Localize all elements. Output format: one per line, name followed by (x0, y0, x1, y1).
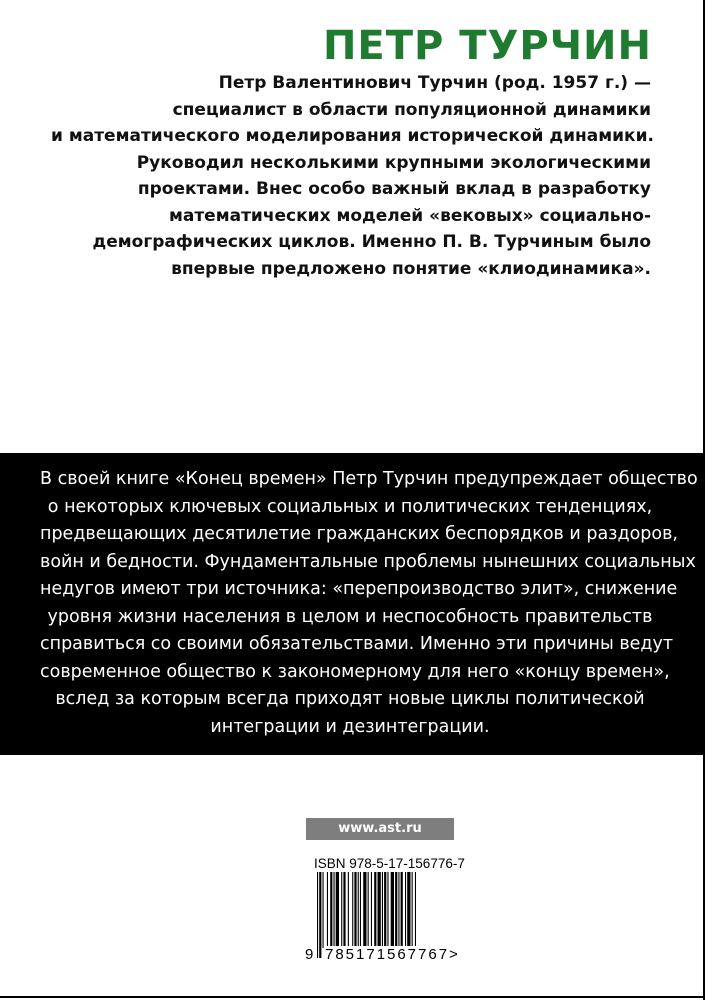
barcode-bar (391, 872, 394, 948)
publisher-website: www.ast.ru (306, 818, 454, 840)
barcode-digits-left: 785171 (325, 946, 388, 963)
blurb-line: уровня жизни населения в целом и неспособность правительств (47, 606, 653, 627)
blurb-line: справиться со своими обязательствами. Именно эти причины ведут (40, 634, 674, 654)
barcode-bar (352, 872, 353, 948)
barcode-bar (341, 872, 342, 948)
blurb-line: интеграции и дезинтеграции. (210, 716, 490, 737)
barcode-digit-arrow: > (449, 946, 458, 963)
bio-line: и математического моделирования исторической динамики. (51, 126, 654, 146)
blurb-line: о некоторых ключевых социальных и политических тенденциях, (47, 496, 653, 517)
bio-line: специалист в области популяционной динамики (172, 99, 651, 120)
barcode-bar (384, 872, 386, 948)
bio-line: Петр Валентинович Турчин (род. 1957 г.) — (218, 73, 651, 93)
author-bio (51, 70, 654, 282)
barcode-bar (360, 872, 361, 948)
bio-line: математических моделей «вековых» социально- (168, 205, 651, 226)
isbn-barcode-block (303, 850, 463, 980)
barcode-digits (303, 946, 463, 966)
barcode-bar (374, 872, 376, 948)
bio-line: впервые предложено понятие «клиодинамика». (171, 258, 651, 279)
barcode-bar (412, 872, 413, 948)
blurb-line: недугов имеют три источника: «перепроизводство элит», снижение (40, 579, 678, 599)
barcode-bar (334, 872, 335, 948)
barcode-bar (405, 872, 406, 948)
barcode-bar (323, 872, 324, 948)
blurb-line: предвещающих десятилетие гражданских беспорядков и раздоров, (40, 524, 678, 544)
barcode-bar (395, 872, 397, 948)
bio-line: проектами. Внес особо важный вклад в разработку (137, 179, 651, 199)
bio-line: Руководил несколькими крупными экологическими (136, 152, 651, 173)
barcode-digits-right: 567767 (387, 946, 450, 963)
barcode-digit-first: 9 (305, 946, 314, 963)
barcode-bar (327, 872, 328, 948)
barcode-bar (401, 872, 403, 948)
book-blurb (40, 466, 698, 741)
page-border-bottom (0, 996, 705, 998)
barcode-bar (330, 872, 332, 948)
barcode-bar (387, 872, 388, 948)
barcode-bar (382, 872, 383, 948)
blurb-line: В своей книге «Конец времен» Петр Турчин предупреждает общество (40, 469, 698, 489)
barcode-bar (407, 872, 410, 948)
barcode-bar (343, 872, 345, 948)
barcode-bar (348, 872, 349, 948)
barcode-bar (336, 872, 339, 948)
author-name: ПЕТР ТУРЧИН (322, 23, 652, 69)
blurb-line: вслед за которым всегда приходят новые циклы политической (55, 689, 645, 709)
isbn-label: ISBN 978-5-17-156776-7 (314, 856, 465, 871)
barcode-bar (398, 872, 399, 948)
blurb-line: современное общество к закономерному для него «концу времен», (40, 661, 670, 682)
blurb-line: войн и бедности. Фундаментальные проблемы нынешних социальных (40, 551, 696, 572)
barcode-bar (354, 872, 356, 948)
bio-line: демографических циклов. Именно П. В. Турчиным было (92, 232, 651, 252)
barcode-bar (358, 872, 359, 948)
page-border-right (703, 0, 705, 1000)
barcode-bar (378, 872, 381, 948)
